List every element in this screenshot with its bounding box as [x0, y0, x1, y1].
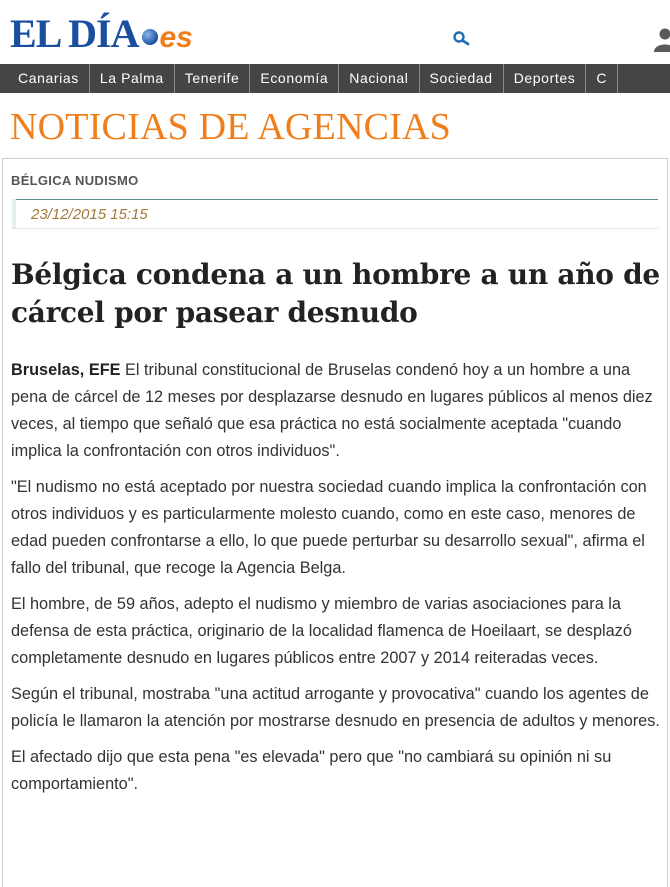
meta-accent: [12, 199, 16, 228]
article-date: 23/12/2015 15:15: [31, 206, 148, 223]
nav-item-tenerife[interactable]: Tenerife: [175, 64, 251, 93]
logo-text: EL DÍA: [10, 11, 139, 56]
logo-suffix: es: [159, 21, 193, 54]
nav-item-cultura[interactable]: C: [586, 64, 618, 93]
user-icon[interactable]: [652, 26, 670, 52]
paragraph-text: El tribunal constitucional de Bruselas condenó hoy a un hombre a una pena de cárcel de 12 meses por desplazarse desnudo en lugares públicos al menos diez veces, al tiempo que señaló que esa práctica no está socialmente aceptada "cuando implica la confrontación con otros individuos".: [11, 361, 653, 460]
main-nav: [0, 64, 670, 93]
article-paragraph: El afectado dijo que esta pena "es elevada" pero que "no cambiará su opinión ni su comportamiento".: [11, 748, 612, 793]
meta-divider: [12, 199, 658, 200]
nav-item-sociedad[interactable]: Sociedad: [420, 64, 504, 93]
article-paragraph: El hombre, de 59 años, adepto el nudismo y miembro de varias asociaciones para la defensa de esta práctica, originario de la localidad flamenca de Hoeilaart, se desplazó completamente desnudo en lugares públicos entre 2007 y 2014 reiteradas veces.: [11, 595, 632, 667]
nav-item-la-palma[interactable]: La Palma: [90, 64, 175, 93]
article-dateline: Bruselas, EFE: [11, 361, 121, 379]
logo-globe-icon: [142, 29, 158, 45]
article-paragraph: [11, 357, 661, 465]
site-logo[interactable]: [10, 11, 193, 56]
article-body: [11, 357, 661, 807]
site-header: [0, 0, 670, 64]
meta-divider-bottom: [12, 228, 658, 229]
nav-item-nacional[interactable]: Nacional: [339, 64, 419, 93]
nav-item-canarias[interactable]: Canarias: [0, 64, 90, 93]
nav-item-economia[interactable]: Economía: [250, 64, 339, 93]
section-title: NOTICIAS DE AGENCIAS: [10, 106, 451, 148]
search-icon[interactable]: [452, 30, 470, 48]
article-headline: Bélgica condena a un hombre a un año de cárcel por pasear desnudo: [11, 258, 660, 329]
article-paragraph: Según el tribunal, mostraba "una actitud arrogante y provocativa" cuando los agentes de policía le llamaron la atención por mostrarse desnudo en presencia de adultos y menores.: [11, 685, 660, 730]
article-category[interactable]: BÉLGICA NUDISMO: [11, 173, 139, 188]
article-paragraph: "El nudismo no está aceptado por nuestra sociedad cuando implica la confrontación con otros individuos y es particularmente molesto cuando, como en este caso, menores de edad pueden confrontarse a ello, lo que puede perturbar su desarrollo sexual", afirma el fallo del tribunal, que recoge la Agencia Belga.: [11, 478, 647, 577]
nav-item-deportes[interactable]: Deportes: [504, 64, 587, 93]
